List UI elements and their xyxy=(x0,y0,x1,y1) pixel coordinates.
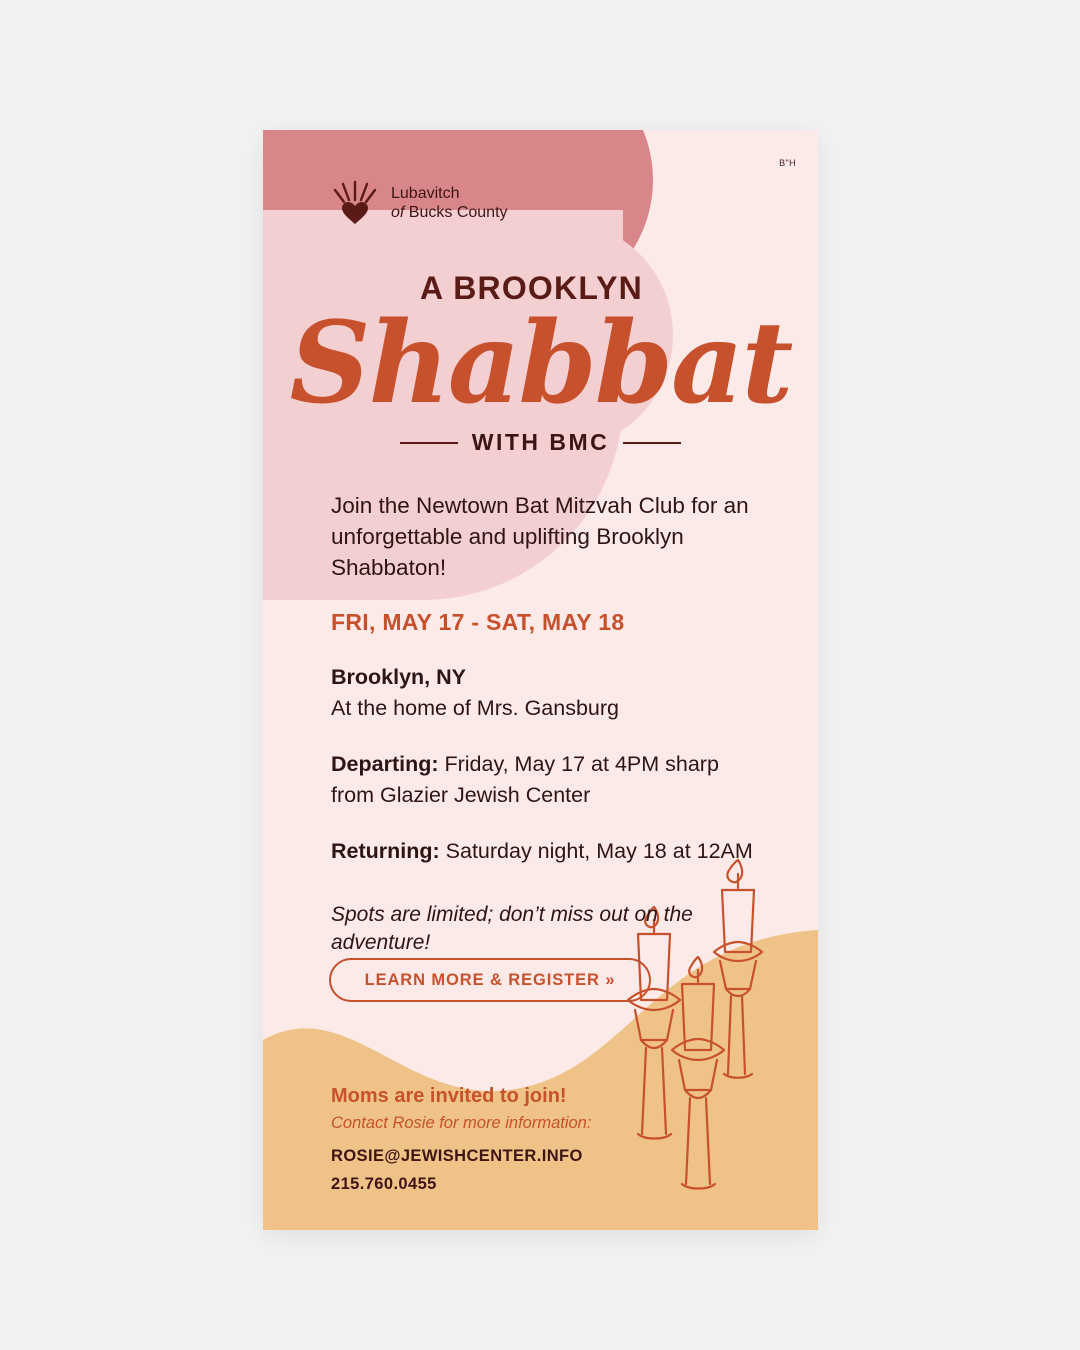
location-detail: At the home of Mrs. Gansburg xyxy=(331,695,619,720)
location-block xyxy=(331,662,761,723)
footer-title: Moms are invited to join! xyxy=(331,1085,567,1107)
headline-with-row xyxy=(263,429,818,456)
learn-more-register-button[interactable]: LEARN MORE & REGISTER » xyxy=(329,958,651,1002)
footer-subtitle: Contact Rosie for more information: xyxy=(331,1114,592,1132)
returning-block xyxy=(331,836,761,867)
logo-line-2-rest: Bucks County xyxy=(408,204,508,221)
menorah-heart-icon xyxy=(331,178,379,230)
body-copy xyxy=(331,490,761,957)
event-dates: FRI, MAY 17 - SAT, MAY 18 xyxy=(331,609,625,636)
rule-right xyxy=(623,442,681,444)
contact-phone[interactable]: 215.760.0455 xyxy=(331,1175,437,1193)
organization-logo xyxy=(331,178,508,230)
returning-label: Returning: xyxy=(331,839,440,864)
bh-mark: B"H xyxy=(779,158,796,168)
logo-text xyxy=(391,185,508,223)
contact-email[interactable]: ROSIE@JEWISHCENTER.INFO xyxy=(331,1147,583,1165)
intro-paragraph: Join the Newtown Bat Mitzvah Club for an unforgettable and uplifting Brooklyn Shabbaton! xyxy=(331,493,749,581)
location-title: Brooklyn, NY xyxy=(331,665,466,690)
headline-kicker: A BROOKLYN xyxy=(420,270,643,306)
returning-text: Saturday night, May 18 at 12AM xyxy=(439,839,753,864)
departing-text: Friday, May 17 at 4PM sharp from Glazier Jewish Center xyxy=(331,752,719,807)
departing-label: Departing: xyxy=(331,752,439,777)
headline-script: Shabbat xyxy=(289,298,792,429)
logo-line-2-italic: of xyxy=(391,204,405,221)
headline-block xyxy=(263,270,818,456)
logo-line-1: Lubavitch xyxy=(391,185,460,203)
headline-with-text: WITH BMC xyxy=(471,429,610,456)
rule-left xyxy=(400,442,458,444)
departing-block xyxy=(331,749,761,810)
logo-line-2 xyxy=(391,204,508,223)
limited-spots-note: Spots are limited; don’t miss out on the adventure! xyxy=(331,902,693,955)
footer-contact-block xyxy=(331,1085,591,1194)
flyer-card xyxy=(263,130,818,1230)
